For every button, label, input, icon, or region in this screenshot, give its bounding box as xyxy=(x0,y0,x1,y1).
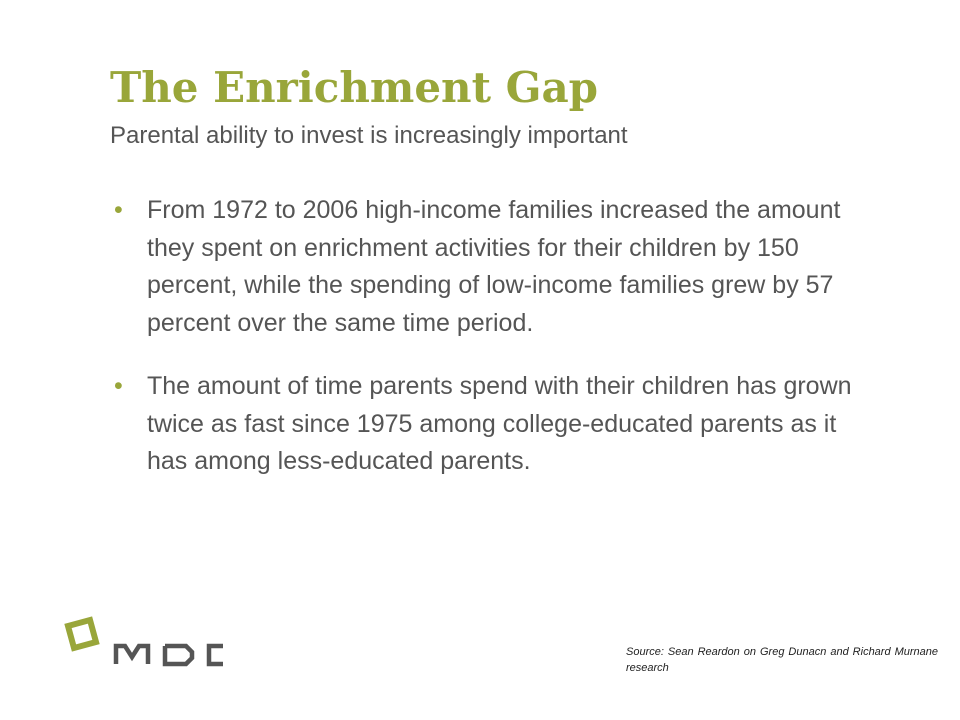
bullet-list xyxy=(110,192,860,507)
bullet-item xyxy=(110,368,860,481)
bullet-item xyxy=(110,192,860,342)
bullet-marker: • xyxy=(114,196,123,224)
slide-subtitle: Parental ability to invest is increasingly important xyxy=(110,122,628,149)
slide-title: The Enrichment Gap xyxy=(110,63,599,112)
source-citation: Source: Sean Reardon on Greg Dunacn and Richard Murnane research xyxy=(626,646,938,674)
mdc-logo-graphic xyxy=(60,616,230,676)
bullet-text: The amount of time parents spend with their children has grown twice as fast since 1975 among college-educated parents as it has among less-educated parents. xyxy=(147,372,852,475)
mdc-wordmark xyxy=(116,646,223,664)
bullet-marker: • xyxy=(114,372,123,400)
mdc-square-logo-icon xyxy=(68,620,96,648)
bullet-text: From 1972 to 2006 high-income families increased the amount they spent on enrichment activities for their children by 150 percent, while the spending of low-income families grew by 57 percent over the same time period. xyxy=(147,196,841,337)
mdc-logo xyxy=(60,616,230,676)
